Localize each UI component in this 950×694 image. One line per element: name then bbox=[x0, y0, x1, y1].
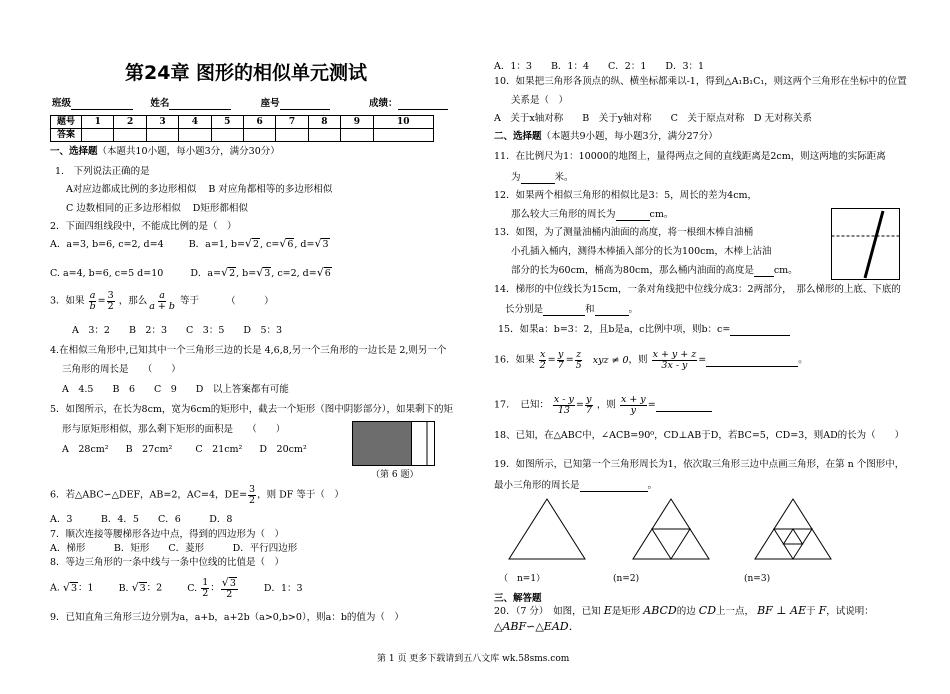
caption-n2: (n=2) bbox=[613, 574, 640, 584]
q11-blank[interactable] bbox=[521, 172, 555, 184]
fraction: $\frac{x + y}{y}$ bbox=[620, 394, 646, 416]
q17-blank[interactable] bbox=[656, 400, 712, 412]
q2-options-row1: A．a=3, b=6, c=2, d=4 B．a=1, b=√2, c=√6, d=√3 bbox=[50, 237, 329, 250]
q13-line3: 部分的长为60cm，桶高为80cm，那么桶内油面的高度是 cm。 bbox=[511, 265, 798, 276]
q1-options-row1: A对应边都成比例的多边形相似 B 对应角都相等的多边形相似 bbox=[66, 184, 333, 195]
answer-cell[interactable] bbox=[211, 129, 243, 142]
fraction: $\frac{y}{7}$ bbox=[585, 394, 592, 416]
col-number: 9 bbox=[341, 116, 373, 129]
answer-cell[interactable] bbox=[341, 129, 373, 142]
q16-blank[interactable] bbox=[706, 355, 798, 367]
score-label: 成绩： bbox=[368, 98, 398, 109]
seat-label: 座号 bbox=[260, 98, 280, 109]
q5-options: A 28cm² B 27cm² C 21cm² D 20cm² bbox=[62, 444, 307, 455]
q1-stem: 1. 下列说法正确的是 bbox=[55, 166, 150, 177]
q19-line2: 最小三角形的周长是 。 bbox=[494, 480, 658, 491]
fraction: $\frac{a}{b}$ bbox=[89, 290, 96, 312]
fraction: $\frac{y}{7}$ bbox=[557, 349, 564, 371]
stick-line bbox=[865, 211, 883, 278]
q7-stem: 7．顺次连接等腰梯形各边中点，得到的四边形为（ ） bbox=[50, 529, 285, 540]
section3-heading: 三、解答题 bbox=[494, 593, 542, 604]
answer-cell[interactable] bbox=[308, 129, 340, 142]
triangle-midpoint bbox=[652, 529, 690, 559]
answer-cell[interactable] bbox=[82, 129, 114, 142]
q9-stem: 9．已知直角三角形三边分别为a，a+b，a+2b（a>0,b>0），则a：b的值为（ ） bbox=[50, 612, 404, 623]
q10-line1: 10．如果把三角形各顶点的纵、横坐标都乘以-1，得到△A₁B₁C₁，则这两个三角形在坐标中的位置 bbox=[494, 76, 907, 87]
q18-stem: 18、已知，在△ABC中，∠ACB=90⁰，CD⊥AB于D，若BC=5，CD=3，则AD的长为（ ） bbox=[494, 430, 905, 441]
q17-stem: 17． 已知： $\frac{x - y}{13}$ = $\frac{y}{7}$ ，则 $\frac{x + y}{y}$ = bbox=[494, 395, 712, 415]
q5-line1: 5．如图所示，在长为8cm，宽为6cm的矩形中，截去一个矩形（图中阴影部分），如果剩下的矩 bbox=[50, 404, 454, 415]
triangle-figure-n3 bbox=[754, 498, 832, 560]
col-number: 4 bbox=[179, 116, 211, 129]
fraction: $\frac{x}{2}$ bbox=[539, 349, 546, 371]
q2-stem: 2．下面四组线段中，不能成比例的是（ ） bbox=[50, 221, 237, 232]
fraction: $\frac{x - y}{13}$ bbox=[553, 394, 574, 416]
q14-blank-lower[interactable] bbox=[595, 304, 629, 316]
fraction: $\frac{3}{2}$ bbox=[249, 484, 256, 506]
col-number: 2 bbox=[114, 116, 146, 129]
page-title: 第24章 图形的相似单元测试 bbox=[125, 62, 368, 84]
triangle-midpoint-inner bbox=[784, 529, 803, 544]
q2-options-row2: C. a=4, b=6, c=5 d=10 D．a=√2, b=√3, c=2, d=√6 bbox=[50, 266, 331, 279]
q19-blank[interactable] bbox=[580, 480, 648, 492]
q8-options: A. √3：1 B. √3：2 C. $\frac{1}{2}$ ： $\frac{√3}{2}$ D．1：3 bbox=[50, 576, 303, 600]
q20-line1: 20．（7 分） 如图，已知 E是矩形 ABCD的边 CD上一点， BF ⊥ AE于 F，试说明： bbox=[494, 604, 874, 617]
sqrt: √3 bbox=[314, 237, 329, 250]
section1-heading: 一、选择题（本题共10小题，每小题3分，满分30分） bbox=[50, 146, 280, 157]
answer-table bbox=[50, 115, 434, 142]
q11-line1: 11．在比例尺为1：10000的地图上，量得两点之间的直线距离是2cm，则这两地的实际距离 bbox=[494, 151, 886, 162]
sqrt: √6 bbox=[279, 237, 294, 250]
seat-blank[interactable] bbox=[280, 98, 330, 110]
caption-n3: (n=3) bbox=[744, 574, 771, 584]
sqrt: √3 bbox=[131, 580, 146, 594]
answer-cell[interactable] bbox=[179, 129, 211, 142]
name-label: 姓名 bbox=[150, 98, 170, 109]
answer-cell[interactable] bbox=[243, 129, 275, 142]
class-label: 班级 bbox=[52, 98, 72, 109]
page-footer: 第 1 页 更多下载请到五八文库 wk.58sms.com bbox=[377, 654, 570, 664]
fraction: $\frac{3}{2}$ bbox=[107, 290, 114, 312]
col-number: 3 bbox=[146, 116, 178, 129]
rectangle-figure bbox=[352, 421, 436, 467]
q16-stem: 16．如果 $\frac{x}{2}$ = $\frac{y}{7}$ = $\frac{z}{5}$ xyz ≠ 0，则 $\frac{x + y + z}{3x - y}$ = 。 bbox=[494, 349, 808, 371]
fraction: $\frac{√3}{2}$ bbox=[221, 576, 236, 600]
triangle-figure-n1 bbox=[508, 498, 586, 560]
q9-options: A．1：3 B．1：4 C．2：1 D．3：1 bbox=[494, 61, 705, 72]
answer-cell[interactable] bbox=[146, 129, 178, 142]
q15-stem: 15．如果a：b=3：2，且b是a，c比例中项，则b：c= bbox=[498, 324, 790, 336]
fraction: $\frac{1}{2}$ bbox=[202, 577, 209, 599]
q10-line2: 关系是（ ） bbox=[511, 95, 569, 106]
col-number: 1 bbox=[82, 116, 114, 129]
oil-barrel-figure bbox=[831, 208, 901, 281]
q13-line1: 13．如图，为了测量油桶内油面的高度，将一根细木棒自油桶 bbox=[494, 227, 754, 238]
sqrt: √2 bbox=[244, 237, 259, 250]
row-label-number: 题号 bbox=[51, 116, 82, 129]
q14-line1: 14．梯形的中位线长为15cm，一条对角线把中位线分成3：2两部分， 那么梯形的上底、下底的 bbox=[494, 284, 901, 295]
q13-blank[interactable] bbox=[754, 265, 774, 277]
q4-line2: 三角形的周长是 （ ） bbox=[62, 364, 181, 375]
q19-line1: 19．如图所示，已知第一个三角形周长为1，依次取三角形三边中点画三角形，在第 n 个图形中， bbox=[494, 459, 905, 470]
q10-options: A 关于x轴对称 B 关于y轴对称 C 关于原点对称 D 无对称关系 bbox=[494, 113, 812, 124]
answer-table-header-row bbox=[51, 116, 434, 129]
answer-cell[interactable] bbox=[276, 129, 308, 142]
col-number: 6 bbox=[243, 116, 275, 129]
fraction: $\frac{x + y + z}{3x - y}$ bbox=[652, 349, 697, 371]
q12-line2: 那么较大三角形的周长为 cm。 bbox=[511, 209, 674, 220]
q14-line2: 长分别是 和 。 bbox=[505, 304, 639, 315]
col-number: 8 bbox=[308, 116, 340, 129]
q7-options: A．梯形 B．矩形 C．菱形 D．平行四边形 bbox=[50, 543, 298, 554]
q3-options: A 3：2 B 2：3 C 3：5 D 5：3 bbox=[72, 325, 283, 336]
section2-heading: 二、选择题（本题共9小题，每小题3分，满分27分） bbox=[494, 131, 718, 142]
header-info bbox=[52, 98, 448, 110]
sqrt: √6 bbox=[316, 266, 331, 279]
q12-line1: 12．如果两个相似三角形的相似比是3：5，周长的差为4cm， bbox=[494, 190, 758, 201]
sqrt: √3 bbox=[256, 266, 271, 279]
score-blank[interactable] bbox=[398, 98, 448, 110]
q15-blank[interactable] bbox=[730, 324, 790, 336]
shaded-rectangle bbox=[353, 422, 412, 466]
class-blank[interactable] bbox=[71, 98, 133, 110]
q11-line2: 为 米。 bbox=[511, 172, 574, 183]
barrel-outline bbox=[832, 209, 900, 280]
fraction: $\frac{z}{5}$ bbox=[575, 349, 582, 371]
q6-options: A．3 B．4．5 C．6 D．8 bbox=[50, 514, 233, 525]
q20-line2: △ABF∽△EAD． bbox=[494, 620, 580, 633]
col-number: 7 bbox=[276, 116, 308, 129]
q14-blank-upper[interactable] bbox=[543, 304, 585, 316]
answer-cell[interactable] bbox=[373, 129, 433, 142]
q6-stem: 6．若△ABC∽△DEF，AB=2，AC=4，DE= $\frac{3}{2}$ ，则 DF 等于（ ） bbox=[50, 484, 344, 506]
triangle-figure-n2 bbox=[632, 498, 710, 560]
q4-line1: 4.在相似三角形中,已知其中一个三角形三边的长是 4,6,8,另一个三角形的一边长是 2,则另一个 bbox=[50, 345, 447, 356]
col-number: 10 bbox=[373, 116, 433, 129]
figure-caption: （第 6 题） bbox=[371, 470, 419, 480]
q12-blank[interactable] bbox=[616, 209, 650, 221]
row-label-answer: 答案 bbox=[51, 129, 82, 142]
q8-stem: 8．等边三角形的一条中线与一条中位线的比值是（ ） bbox=[50, 557, 285, 568]
sqrt: √2 bbox=[221, 266, 236, 279]
fraction: $\frac{a}{a + b}$ bbox=[149, 290, 175, 312]
caption-n1: （ n=1） bbox=[499, 574, 546, 584]
answer-cell[interactable] bbox=[114, 129, 146, 142]
col-number: 5 bbox=[211, 116, 243, 129]
q4-options: A 4.5 B 6 C 9 D 以上答案都有可能 bbox=[62, 384, 289, 395]
triangle-outer bbox=[509, 499, 585, 559]
q1-options-row2: C 边数相同的正多边形相似 D矩形都相似 bbox=[66, 203, 248, 214]
sqrt: √3 bbox=[62, 580, 77, 594]
answer-table-answer-row bbox=[51, 129, 434, 142]
q13-line2: 小孔插入桶内，测得木棒插入部分的长为100cm，木棒上沾油 bbox=[511, 246, 772, 257]
q5-line2: 形与原矩形相似，那么剩下矩形的面积是 （ ） bbox=[62, 424, 286, 435]
name-blank[interactable] bbox=[169, 98, 231, 110]
q3-stem: 3．如果 $\frac{a}{b}$ = $\frac{3}{2}$ ，那么 $\frac{a}{a + b}$ 等于 （ ） bbox=[50, 290, 274, 312]
